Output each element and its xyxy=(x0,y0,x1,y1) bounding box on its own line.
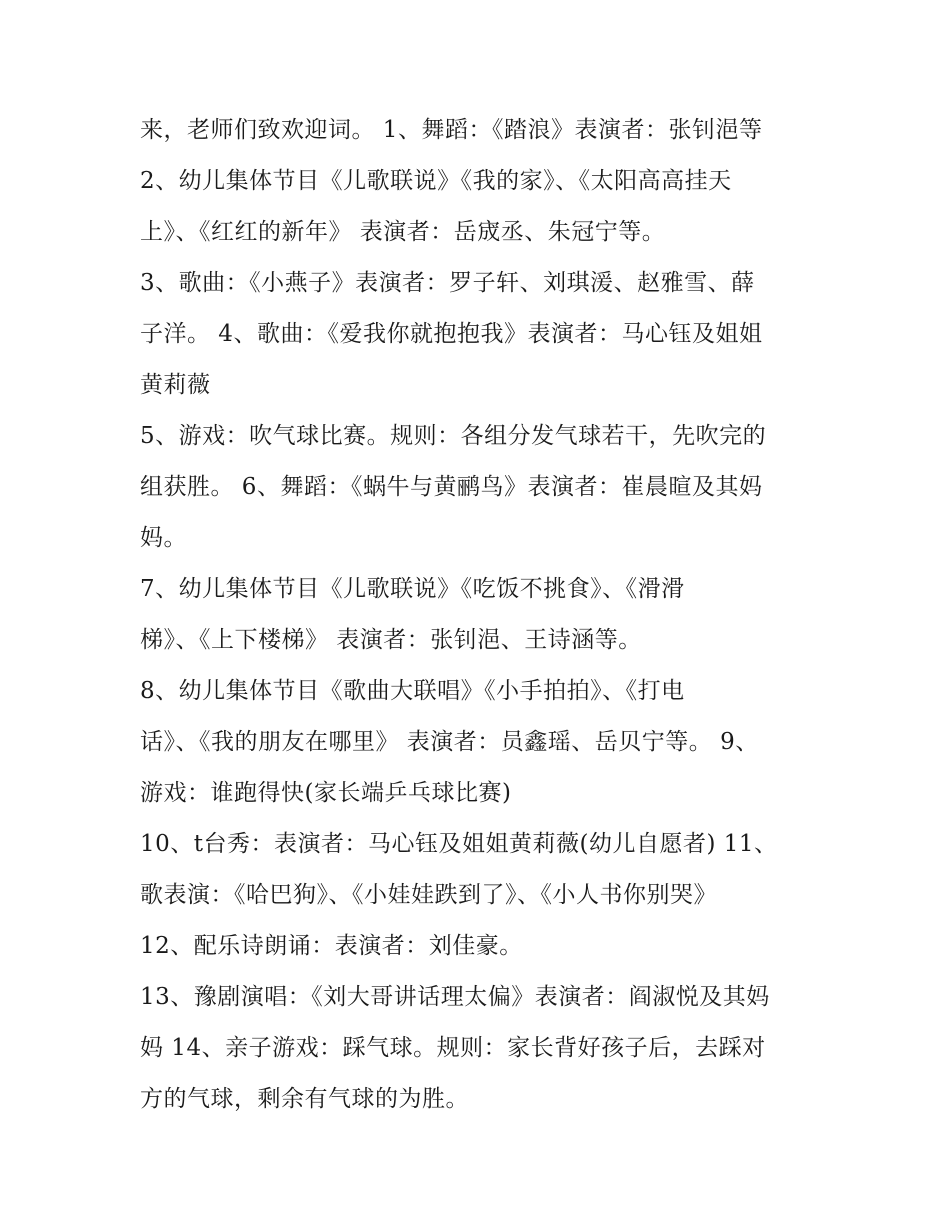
text-line: 妈。 xyxy=(140,525,187,551)
text-line: 歌表演：《哈巴狗》、《小娃娃跌到了》、《小人书你别哭》 xyxy=(140,882,717,908)
text-line: 12、配乐诗朗诵：表演者：刘佳豪。 xyxy=(140,933,523,959)
text-line: 游戏：谁跑得快(家长端乒乓球比赛) xyxy=(140,780,512,806)
text-line: 黄莉薇 xyxy=(140,372,211,398)
text-line: 组获胜。 6、舞蹈：《蜗牛与黄鹂鸟》表演者：崔晨暄及其妈 xyxy=(140,474,763,500)
text-line: 梯》、《上下楼梯》 表演者：张钊浥、王诗涵等。 xyxy=(140,627,642,653)
text-line: 方的气球，剩余有气球的为胜。 xyxy=(140,1086,469,1112)
text-line: 话》、《我的朋友在哪里》 表演者：员鑫瑶、岳贝宁等。 9、 xyxy=(140,729,759,755)
text-line: 来，老师们致欢迎词。 1、舞蹈：《踏浪》表演者：张钊浥等 xyxy=(140,117,763,143)
text-line: 3、歌曲：《小燕子》表演者：罗子轩、刘琪湲、赵雅雪、薛 xyxy=(140,270,755,296)
document-body xyxy=(140,105,820,1125)
text-line: 上》、《红红的新年》 表演者：岳宬丞、朱冠宁等。 xyxy=(140,219,666,245)
text-line: 子洋。 4、歌曲：《爱我你就抱抱我》表演者：马心钰及姐姐 xyxy=(140,321,763,347)
text-line: 2、幼儿集体节目《儿歌联说》《我的家》、《太阳高高挂天 xyxy=(140,168,732,194)
text-line: 5、游戏：吹气球比赛。规则：各组分发气球若干，先吹完的 xyxy=(140,423,767,449)
text-line: 10、t台秀：表演者：马心钰及姐姐黄莉薇(幼儿自愿者) 11、 xyxy=(140,831,778,857)
text-line: 13、豫剧演唱：《刘大哥讲话理太偏》表演者：阎淑悦及其妈 xyxy=(140,984,770,1010)
text-line: 8、幼儿集体节目《歌曲大联唱》《小手拍拍》、《打电 xyxy=(140,678,685,704)
text-line: 妈 14、亲子游戏：踩气球。规则：家长背好孩子后，去踩对 xyxy=(140,1035,766,1061)
text-line: 7、幼儿集体节目《儿歌联说》《吃饭不挑食》、《滑滑 xyxy=(140,576,685,602)
